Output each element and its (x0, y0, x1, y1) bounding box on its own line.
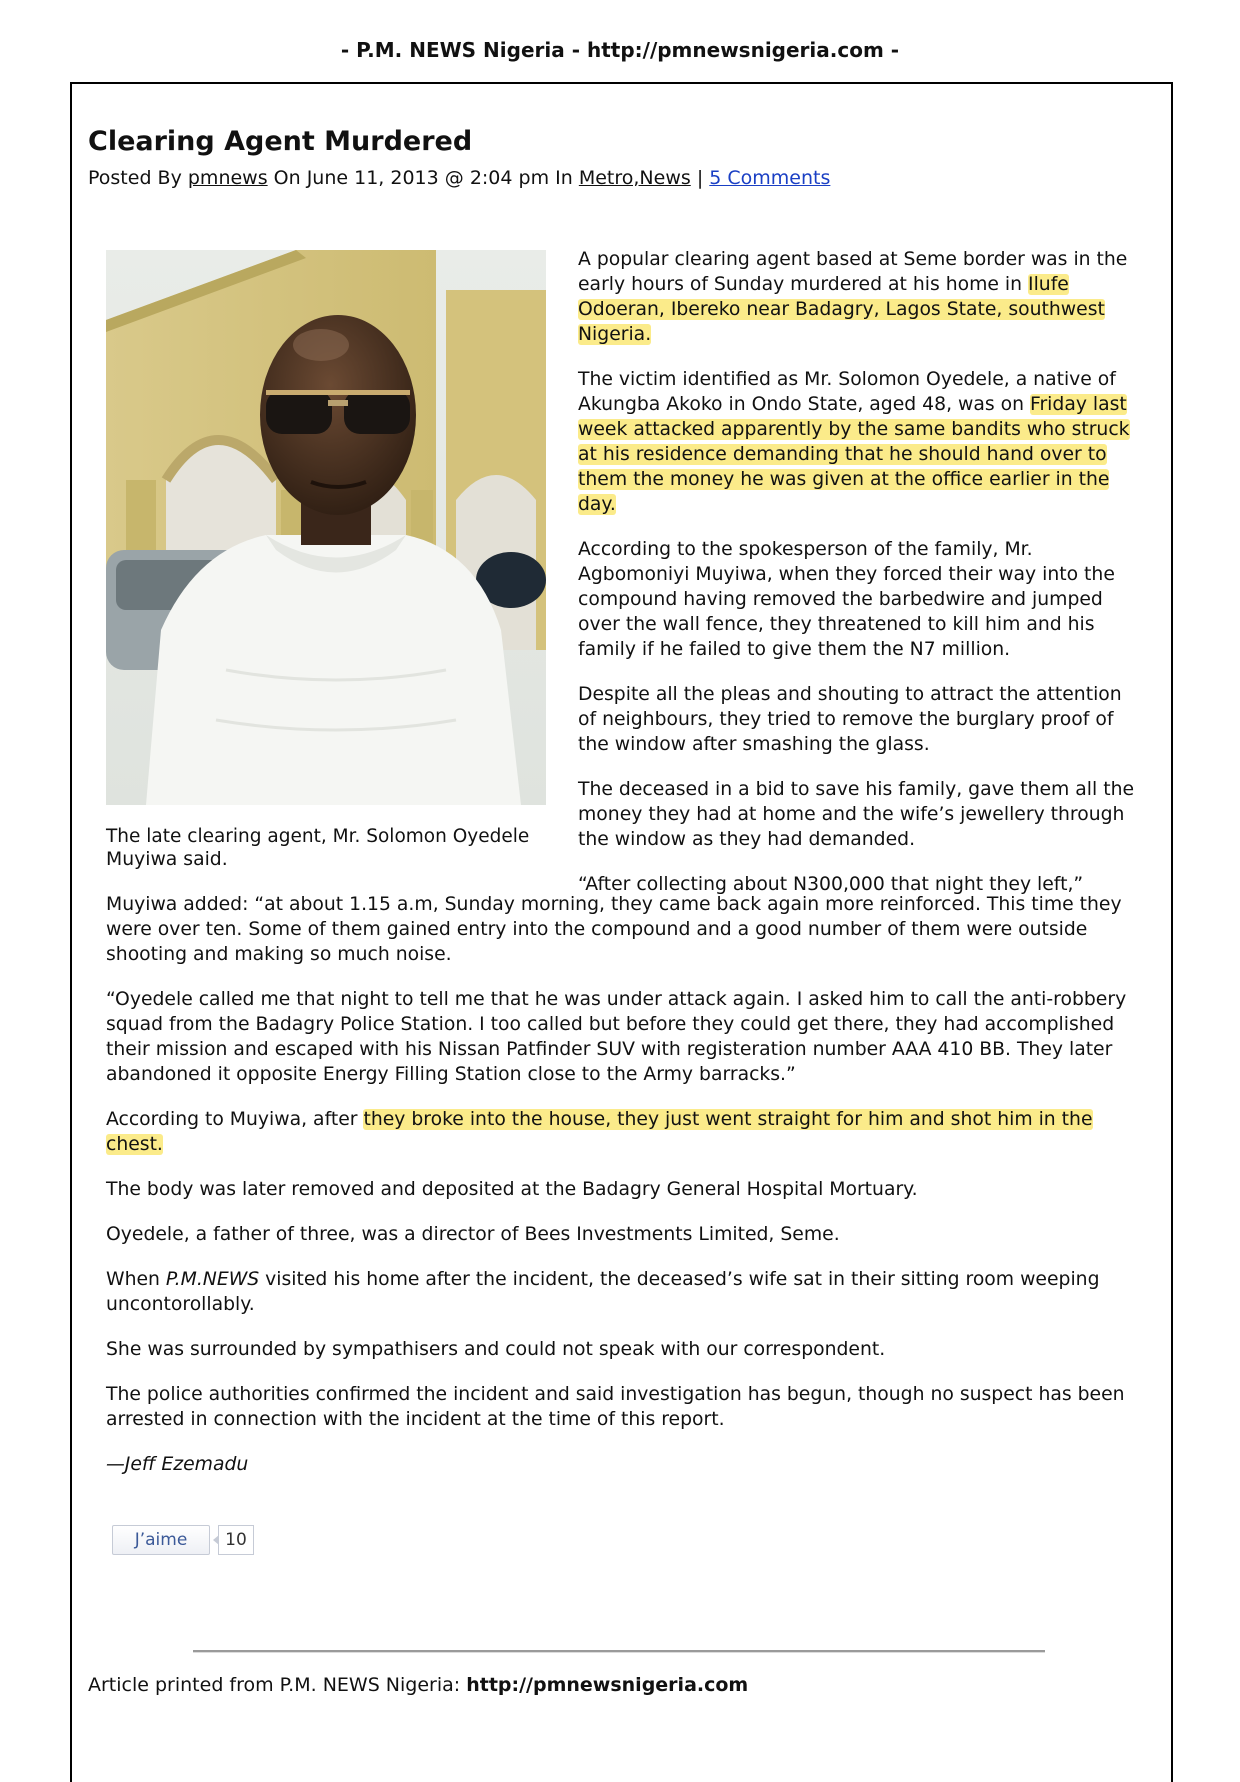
site-header: - P.M. NEWS Nigeria - http://pmnewsnigeria.com - (340, 38, 900, 62)
comments-link[interactable]: 5 Comments (709, 167, 831, 189)
paragraph-4: Despite all the pleas and shouting to attract the attention of neighbours, they tried to remove the burglary proof of the window after smashing the glass. (578, 684, 1122, 755)
footer-divider (193, 1650, 1045, 1653)
highlight: Friday last week attacked apparently by the same bandits who struck at his residence demanding that he should hand over to them the money he was given at the office earlier in the day. (578, 394, 1130, 515)
footer-url[interactable]: http://pmnewsnigeria.com (466, 1674, 749, 1696)
highlight: Ilufe Odoeran, Ibereko near Badagry, Lagos State, southwest Nigeria. (578, 274, 1105, 345)
paragraph-9: According to Muyiwa, after they broke into the house, they just went straight for him and shot him in the chest. (106, 1109, 1093, 1155)
article-photo (106, 250, 546, 805)
footer-prefix: Article printed from P.M. NEWS Nigeria: (88, 1674, 467, 1696)
paragraph-5: The deceased in a bid to save his family, gave them all the money they had at home and the wife’s jewellery through the window as they had demanded. (578, 779, 1135, 850)
byline (88, 167, 830, 189)
paragraph-8: “Oyedele called me that night to tell me that he was under attack again. I asked him to call the anti-robbery squad from the Badagry Police Station. I too called but before they could get there, they had accomplished their mission and escaped with his Nissan Patfinder SUV with registeration number AAA 410 BB. They later abandoned it opposite Energy Filling Station close to the Army barracks.” (106, 989, 1127, 1085)
category-link[interactable]: Metro,News (578, 167, 691, 189)
photo-caption: The late clearing agent, Mr. Solomon Oyedele (106, 826, 530, 847)
paragraph-6a: “After collecting about N300,000 that night they left,” (578, 874, 1084, 895)
byline-separator: | (696, 167, 704, 189)
like-button[interactable]: J’aime (112, 1525, 210, 1555)
article-column-right (578, 247, 1138, 897)
date-text: On June 11, 2013 @ 2:04 pm In (273, 167, 573, 189)
author-signature: —Jeff Ezemadu (106, 1454, 249, 1475)
paragraph-2: The victim identified as Mr. Solomon Oyedele, a native of Akungba Akoko in Ondo State, aged 48, was on Friday last week attacked apparently by the same bandits who struck at his residence demanding that he should hand over to them the money he was given at the office earlier in the day. (578, 369, 1130, 515)
author-link[interactable]: pmnews (187, 167, 268, 189)
paragraph-11: Oyedele, a father of three, was a director of Bees Investments Limited, Seme. (106, 1224, 840, 1245)
footer (88, 1674, 748, 1696)
highlight: they broke into the house, they just went straight for him and shot him in the chest. (106, 1109, 1093, 1155)
article-body (106, 847, 1136, 1497)
paragraph-14: The police authorities confirmed the incident and said investigation has begun, though no suspect has been arrested in connection with the incident at the time of this report. (106, 1384, 1125, 1430)
article-title: Clearing Agent Murdered (88, 126, 473, 157)
paragraph-13: She was surrounded by sympathisers and could not speak with our correspondent. (106, 1339, 886, 1360)
paragraph-6b: Muyiwa said. (106, 849, 228, 870)
paragraph-7: Muyiwa added: “at about 1.15 a.m, Sunday morning, they came back again more reinforced. This time they were over ten. Some of them gained entry into the compound and a good number of them were outside shooting and making so much noise. (106, 894, 1122, 965)
paragraph-1: A popular clearing agent based at Seme border was in the early hours of Sunday murdered at his home in Ilufe Odoeran, Ibereko near Badagry, Lagos State, southwest Nigeria. (578, 249, 1128, 345)
paragraph-12: When P.M.NEWS visited his home after the incident, the deceased’s wife sat in their sitting room weeping uncontorollably. (106, 1269, 1100, 1315)
like-count: 10 (218, 1525, 254, 1555)
paragraph-3: According to the spokesperson of the family, Mr. Agbomoniyi Muyiwa, when they forced their way into the compound having removed the barbedwire and jumped over the wall fence, they threatened to kill him and his family if he failed to give them the N7 million. (578, 539, 1115, 660)
posted-by-label: Posted By (88, 167, 182, 189)
publication-name: P.M.NEWS (165, 1269, 260, 1290)
paragraph-10: The body was later removed and deposited at the Badagry General Hospital Mortuary. (106, 1179, 918, 1200)
